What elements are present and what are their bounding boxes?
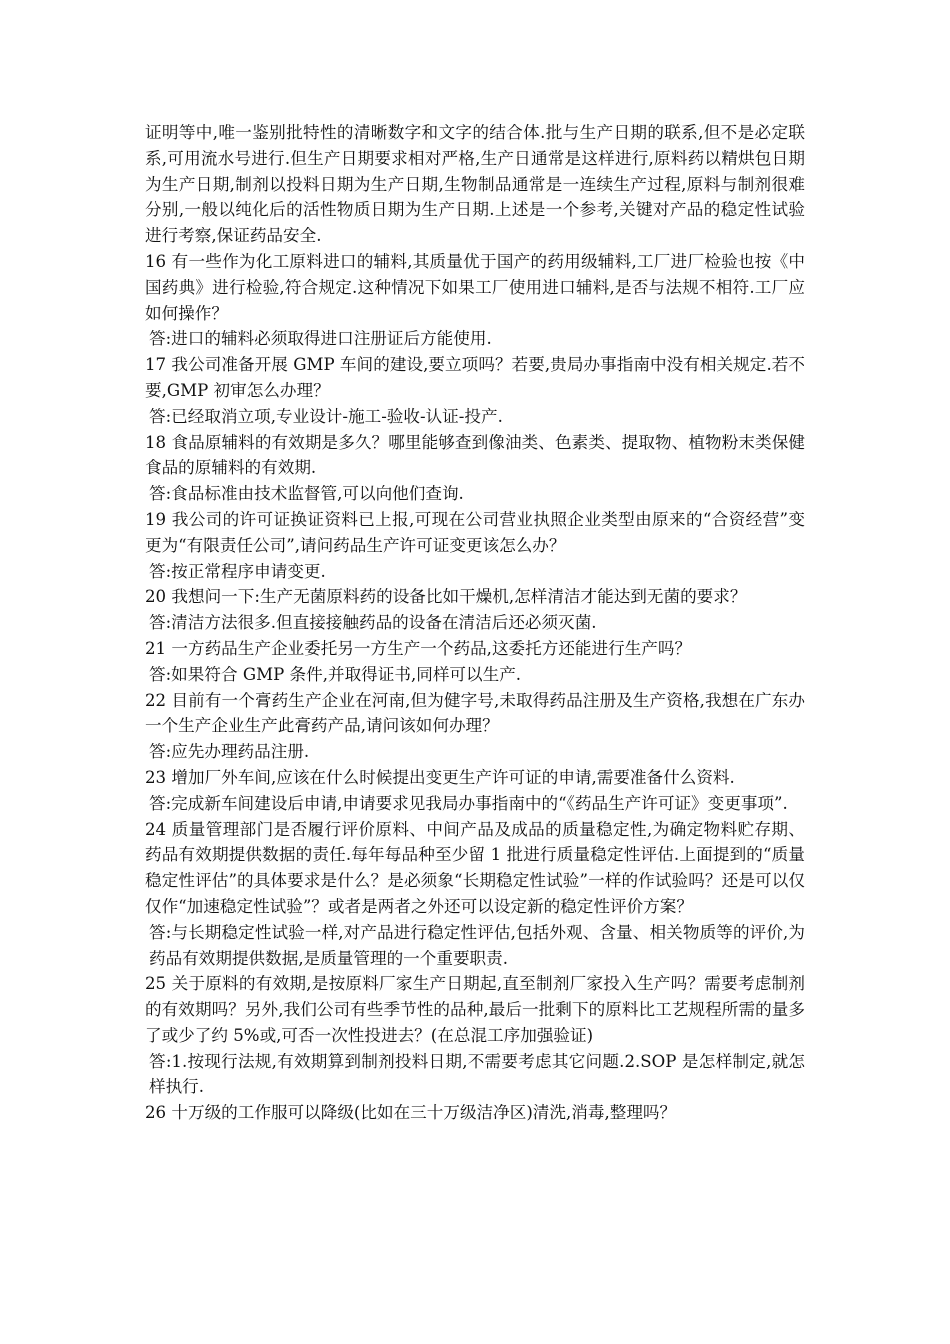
- document-page: [145, 120, 805, 1126]
- question-20: 20 我想问一下:生产无菌原料药的设备比如干燥机,怎样清洁才能达到无菌的要求？: [145, 587, 747, 607]
- question-16: 16 有一些作为化工原料进口的辅料,其质量优于国产的药用级辅料,工厂进厂检验也按《中国药典》进行检验,符合规定.这种情况下如果工厂使用进口辅料,是否与法规不相符.工厂应如何操作？: [145, 251, 805, 323]
- answer-21: 答:如果符合 GMP 条件,并取得证书,同样可以生产.: [149, 664, 522, 684]
- answer-18: 答:食品标准由技术监督管,可以向他们查询.: [149, 484, 464, 504]
- question-26: 26 十万级的工作服可以降级(比如在三十万级洁净区)清洗,消毒,整理吗？: [145, 1103, 677, 1123]
- question-17: 17 我公司准备开展 GMP 车间的建设,要立项吗？若要,贵局办事指南中没有相关规定.若不要,GMP 初审怎么办理？: [145, 355, 805, 400]
- answer-19: 答:按正常程序申请变更.: [149, 561, 326, 581]
- question-24: 24 质量管理部门是否履行评价原料、中间产品及成品的质量稳定性,为确定物料贮存期、药品有效期提供数据的责任.每年每品种至少留 1 批进行质量稳定性评估.上面提到的“质量稳定性评估”的具体要求是什么？是必须象“长期稳定性试验”一样的作试验吗？还是可以仅仅作“加速稳定性试验”？或者是两者之外还可以设定新的稳定性评价方案？: [145, 819, 805, 916]
- question-22: 22 目前有一个膏药生产企业在河南,但为健字号,未取得药品注册及生产资格,我想在广东办一个生产企业生产此膏药产品,请问该如何办理？: [145, 690, 805, 736]
- answer-17: 答:已经取消立项,专业设计-施工-验收-认证-投产.: [149, 406, 503, 426]
- question-23: 23 增加厂外车间,应该在什么时候提出变更生产许可证的申请,需要准备什么资料.: [145, 767, 735, 787]
- question-19: 19 我公司的许可证换证资料已上报,可现在公司营业执照企业类型由原来的“合资经营”变更为“有限责任公司”,请问药品生产许可证变更该怎么办？: [145, 509, 805, 555]
- answer-23: 答:完成新车间建设后申请,申请要求见我局办事指南中的“《药品生产许可证》变更事项”.: [149, 793, 788, 813]
- question-25: 25 关于原料的有效期,是按原料厂家生产日期起,直至制剂厂家投入生产吗？需要考虑制剂的有效期吗？另外,我们公司有些季节性的品种,最后一批剩下的原料比工艺规程所需的量多了或少了约 5%或,可否一次性投进去？(在总混工序加强验证): [145, 974, 805, 1045]
- answer-20: 答:清洁方法很多.但直接接触药品的设备在清洁后还必须灭菌.: [149, 613, 597, 633]
- answer-16: 答:进口的辅料必须取得进口注册证后方能使用.: [149, 329, 492, 349]
- question-18: 18 食品原辅料的有效期是多久？哪里能够查到像油类、色素类、提取物、植物粉末类保健食品的原辅料的有效期.: [145, 432, 805, 478]
- answer-24: 答:与长期稳定性试验一样,对产品进行稳定性评估,包括外观、含量、相关物质等的评价,为药品有效期提供数据,是质量管理的一个重要职责.: [149, 922, 805, 968]
- question-21: 21 一方药品生产企业委托另一方生产一个药品,这委托方还能进行生产吗？: [145, 638, 692, 658]
- answer-25: 答:1.按现行法规,有效期算到制剂投料日期,不需要考虑其它问题.2.SOP 是怎样制定,就怎样执行.: [149, 1051, 805, 1097]
- answer-22: 答:应先办理药品注册.: [149, 742, 310, 762]
- intro-paragraph: 证明等中,唯一鉴别批特性的清晰数字和文字的结合体.批与生产日期的联系,但不是必定联系,可用流水号进行.但生产日期要求相对严格,生产日通常是这样进行,原料药以精烘包日期为生产日期,制剂以投料日期为生产日期,生物制品通常是一连续生产过程,原料与制剂很难分别,一般以纯化后的活性物质日期为生产日期.上述是一个参考,关键对产品的稳定性试验进行考察,保证药品安全.: [145, 123, 805, 246]
